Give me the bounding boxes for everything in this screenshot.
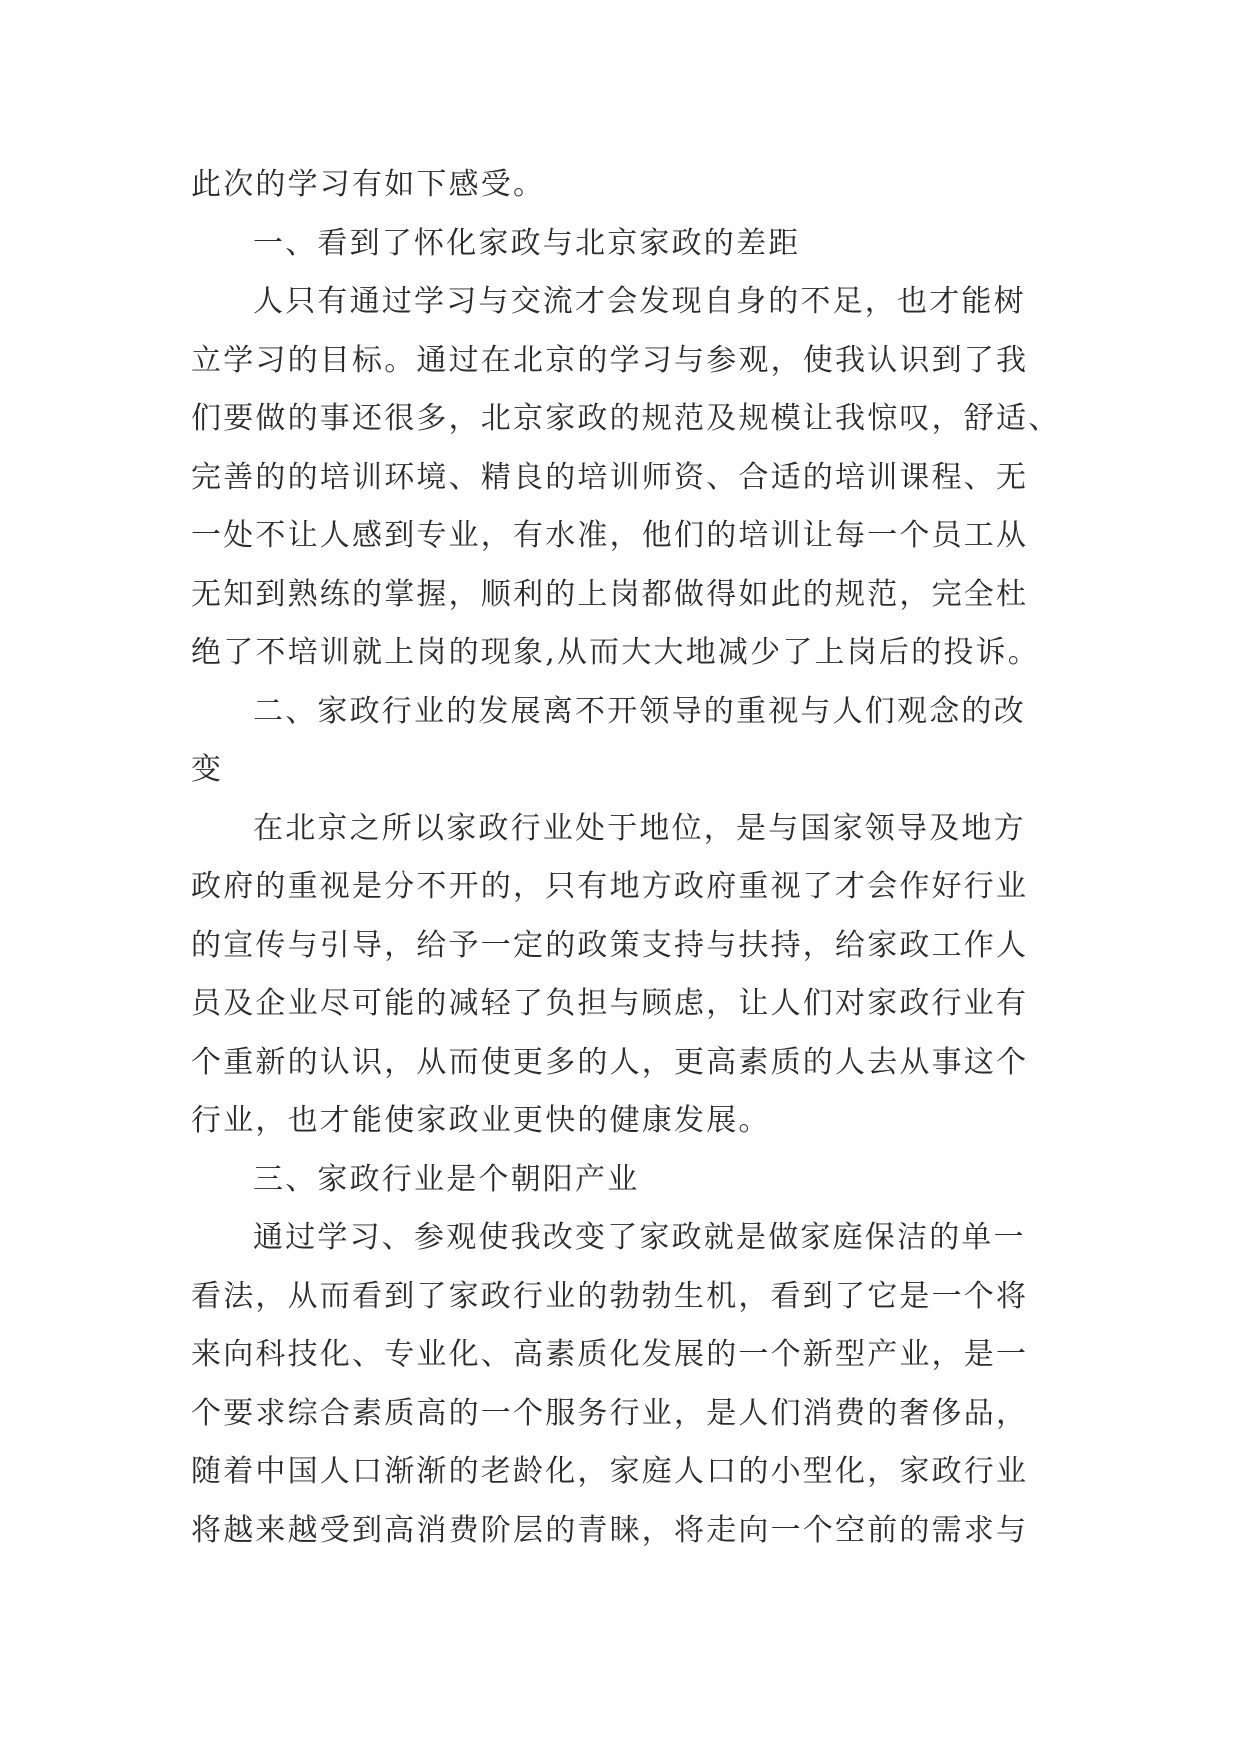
text-line: 通过学习、参观使我改变了家政就是做家庭保洁的单一 <box>253 1220 1026 1255</box>
text-line: 人只有通过学习与交流才会发现自身的不足，也才能树 <box>253 284 1026 319</box>
text-line: 政府的重视是分不开的，只有地方政府重视了才会作好行业 <box>191 869 1029 904</box>
text-line: 来向科技化、专业化、高素质化发展的一个新型产业，是一 <box>191 1337 1029 1372</box>
text-line: 员及企业尽可能的减轻了负担与顾虑，让人们对家政行业有 <box>191 986 1029 1021</box>
document-body <box>191 156 1071 1560</box>
text-line: 个要求综合素质高的一个服务行业，是人们消费的奢侈品， <box>191 1395 1029 1431</box>
text-line: 随着中国人口渐渐的老龄化，家庭人口的小型化，家政行业 <box>191 1454 1029 1489</box>
text-line: 的宣传与引导，给予一定的政策支持与扶持，给家政工作人 <box>191 927 1029 963</box>
text-line: 看法，从而看到了家政行业的勃勃生机，看到了它是一个将 <box>191 1278 1029 1314</box>
text-line: 将越来越受到高消费阶层的青睐，将走向一个空前的需求与 <box>191 1512 1029 1548</box>
section-heading-2: 二、家政行业的发展离不开领导的重视与人们观念的改 <box>253 693 1026 729</box>
text-line: 个重新的认识，从而使更多的人，更高素质的人去从事这个 <box>191 1044 1029 1080</box>
text-line: 在北京之所以家政行业处于地位，是与国家领导及地方 <box>253 810 1026 846</box>
text-line: 无知到熟练的掌握，顺利的上岗都做得如此的规范，完全杜 <box>191 576 1029 612</box>
section-heading-3: 三、家政行业是个朝阳产业 <box>253 1161 640 1197</box>
section-heading-2-continued: 变 <box>191 752 224 787</box>
text-line: 行业，也才能使家政业更快的健康发展。 <box>191 1103 771 1138</box>
section-heading-1: 一、看到了怀化家政与北京家政的差距 <box>253 225 801 261</box>
text-line: 一处不让人感到专业，有水准，他们的培训让每一个员工从 <box>191 518 1029 553</box>
text-line: 绝了不培训就上岗的现象,从而大大地减少了上岗后的投诉。 <box>191 635 1040 670</box>
text-line: 此次的学习有如下感受。 <box>191 167 546 202</box>
text-line: 们要做的事还很多，北京家政的规范及规模让我惊叹，舒适、 <box>191 401 1061 436</box>
text-line: 完善的的培训环境、精良的培训师资、合适的培训课程、无 <box>191 459 1029 495</box>
text-line: 立学习的目标。通过在北京的学习与参观，使我认识到了我 <box>191 342 1029 378</box>
